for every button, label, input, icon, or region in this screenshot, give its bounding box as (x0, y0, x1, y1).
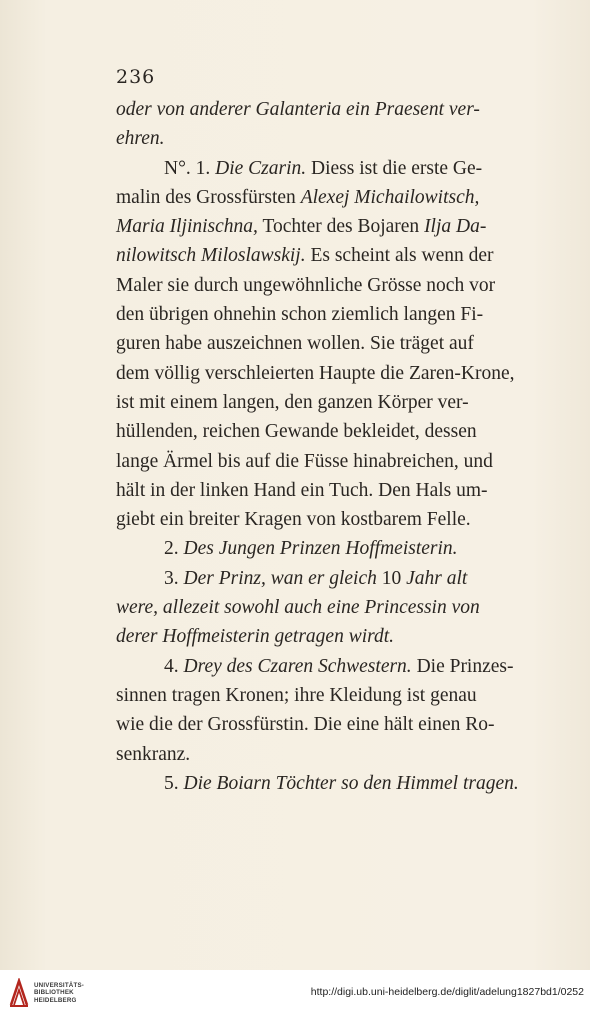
text-line (116, 359, 540, 388)
roman-text: Diess ist die erste Ge- (306, 157, 483, 179)
text-line (116, 534, 540, 563)
text-line (116, 329, 540, 358)
roman-text: 2. (164, 538, 184, 560)
logo-text (34, 982, 84, 1005)
page-text (116, 95, 540, 798)
text-line (116, 476, 540, 505)
roman-text: guren habe auszeichnen wollen. Sie träget auf (116, 333, 474, 355)
text-line (116, 183, 540, 212)
logo-line: UNIVERSITÄTS- (34, 981, 85, 989)
text-line (116, 740, 540, 769)
text-line (116, 564, 540, 593)
roman-text: 5. (164, 772, 184, 794)
roman-text: Tochter des Bojaren (257, 216, 425, 238)
roman-text: Maler sie durch ungewöhnliche Grösse noch vor (116, 274, 496, 296)
text-line (116, 710, 540, 739)
page-number: 236 (116, 66, 156, 88)
italic-text: Maria Iljinischna, (116, 216, 258, 238)
roman-text: Die Prinzes- (411, 655, 514, 677)
text-line (116, 769, 540, 798)
roman-text: 3. (164, 567, 184, 589)
italic-text: Die Boiarn Töchter so den Himmel tragen. (183, 772, 519, 794)
italic-text: ehren. (116, 128, 165, 150)
text-line (116, 124, 540, 153)
roman-text: lange Ärmel bis auf die Füsse hinabreichen, und (116, 450, 493, 472)
text-line (116, 271, 540, 300)
roman-text: sinnen tragen Kronen; ihre Kleidung ist genau (116, 684, 477, 706)
roman-text: 4. (164, 655, 184, 677)
library-logo[interactable] (8, 976, 148, 1010)
text-line (116, 154, 540, 183)
roman-text: den übrigen ohnehin schon ziemlich langen Fi- (116, 304, 484, 326)
text-line (116, 652, 540, 681)
text-line (116, 447, 540, 476)
roman-text: malin des Grossfürsten (116, 186, 301, 208)
roman-text: hält in der linken Hand ein Tuch. Den Hals um- (116, 479, 488, 501)
logo-line: BIBLIOTHEK (34, 989, 74, 997)
italic-text: Jahr alt (406, 567, 468, 589)
italic-text: derer Hoffmeisterin getragen wirdt. (116, 626, 395, 648)
roman-text: N°. 1. (164, 157, 216, 179)
italic-text: Drey des Czaren Schwestern. (183, 655, 412, 677)
italic-text: were, allezeit sowohl auch eine Princessin von (116, 597, 480, 619)
italic-text: Ilja Da- (424, 216, 487, 238)
italic-text: nilowitsch Miloslawskij. (116, 245, 306, 267)
italic-text: Der Prinz, wan er gleich (183, 567, 377, 589)
roman-text: hüllenden, reichen Gewande bekleidet, dessen (116, 421, 477, 443)
text-line (116, 300, 540, 329)
text-line (116, 95, 540, 124)
roman-text: Es scheint als wenn der (305, 245, 494, 267)
heidelberg-university-library-logo-icon (8, 978, 30, 1008)
italic-text: Des Jungen Prinzen Hoffmeisterin. (183, 538, 458, 560)
source-url[interactable]: http://digi.ub.uni-heidelberg.de/diglit/adelung1827bd1/0252 (310, 986, 584, 998)
text-line (116, 212, 540, 241)
italic-text: Die Czarin. (215, 157, 307, 179)
text-line (116, 505, 540, 534)
footer-bar (0, 970, 590, 1015)
text-line (116, 241, 540, 270)
roman-text: dem völlig verschleierten Haupte die Zaren-Krone, (116, 362, 515, 384)
text-line (116, 681, 540, 710)
logo-line: HEIDELBERG (34, 996, 77, 1004)
italic-text: oder von anderer Galanteria ein Praesent ver- (116, 99, 480, 120)
text-line (116, 593, 540, 622)
roman-text: senkranz. (116, 743, 191, 765)
roman-text: ist mit einem langen, den ganzen Körper ver- (116, 391, 469, 413)
text-line (116, 388, 540, 417)
text-line (116, 622, 540, 651)
roman-text: wie die der Grossfürstin. Die eine hält einen Ro- (116, 714, 495, 736)
roman-text: 10 (376, 567, 407, 589)
italic-text: Alexej Michailowitsch, (300, 186, 480, 208)
text-line (116, 417, 540, 446)
roman-text: giebt ein breiter Kragen von kostbarem Felle. (116, 509, 471, 531)
